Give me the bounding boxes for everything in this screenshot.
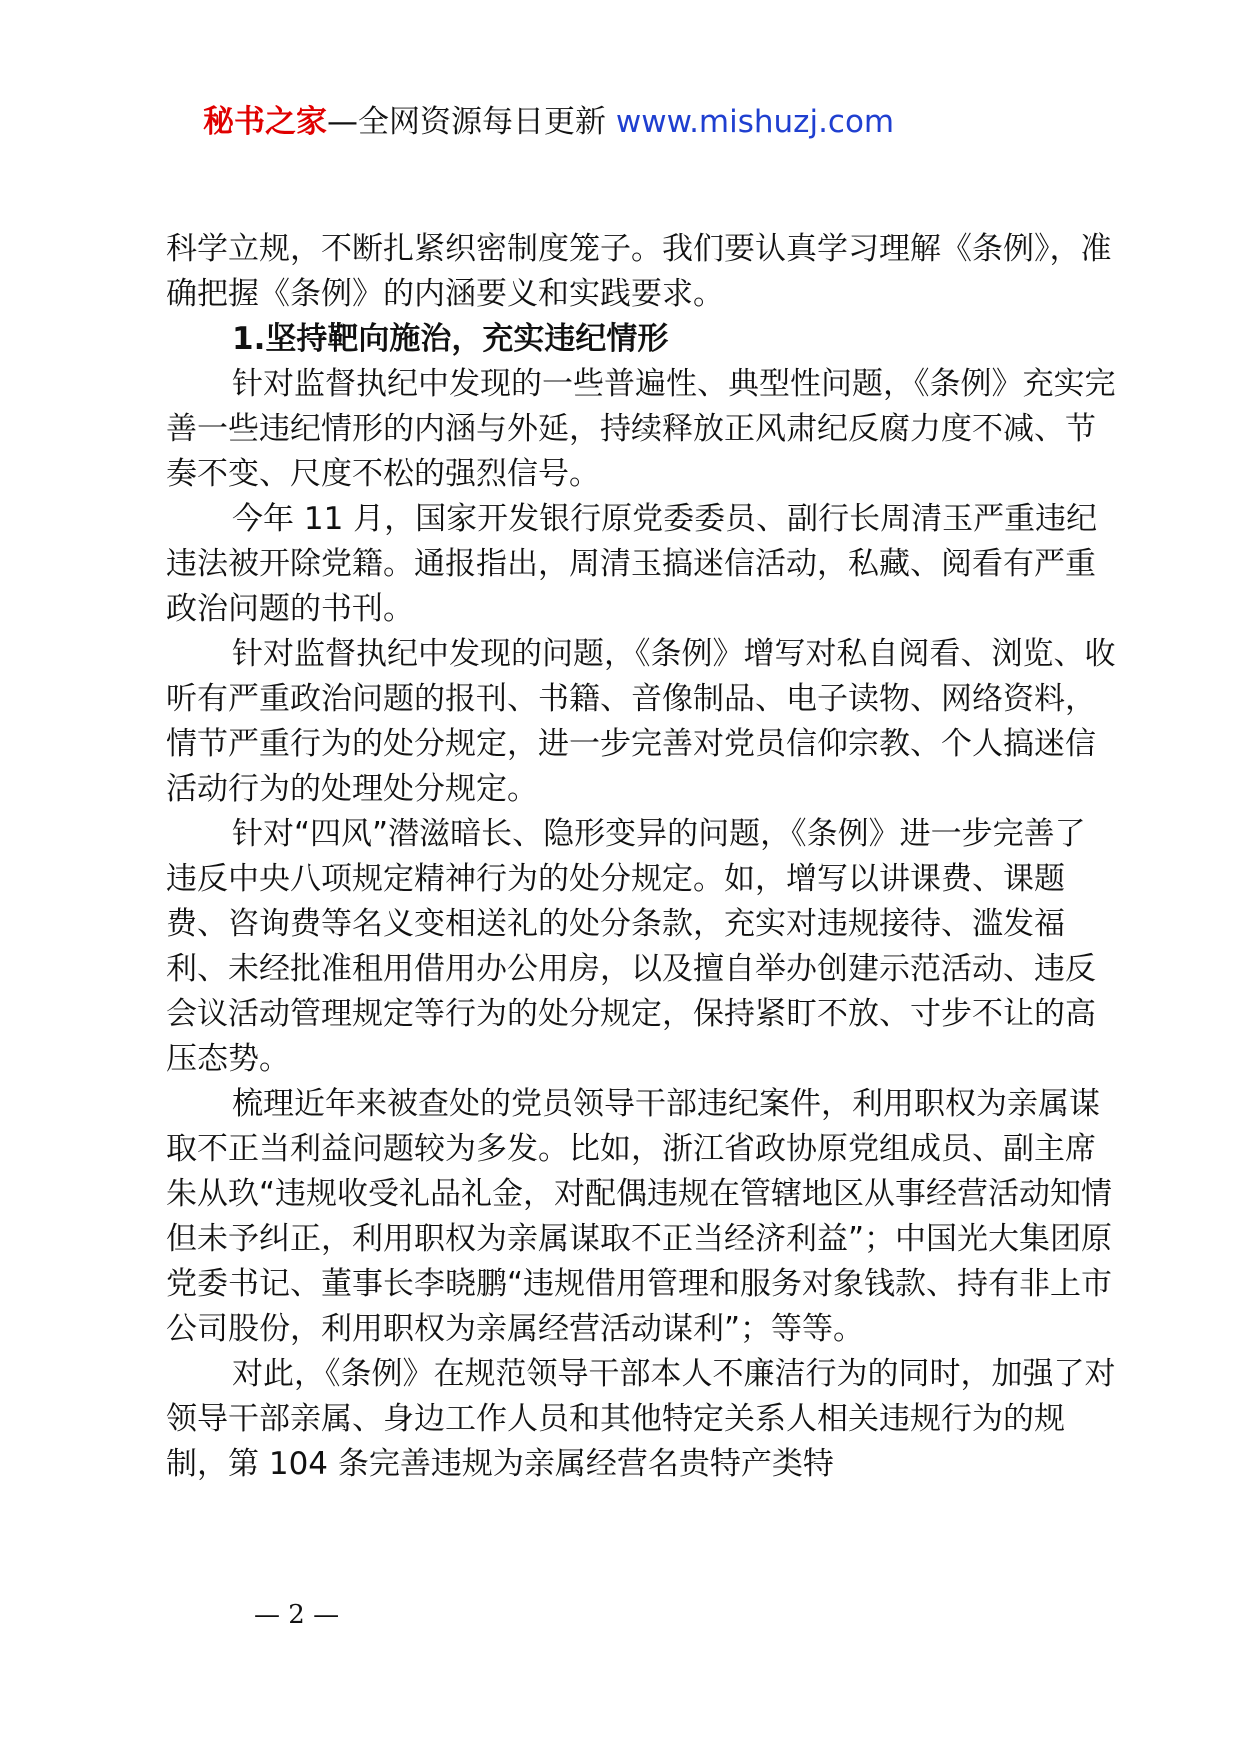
paragraph: 针对“四风”潜滋暗长、隐形变异的问题，《条例》进一步完善了违反中央八项规定精神行为的处分规定。如，增写以讲课费、课题费、咨询费等名义变相送礼的处分条款，充实对违规接待、滥发福利、未经批准租用借用办公用房，以及擅自举办创建示范活动、违反会议活动管理规定等行为的处分规定，保持紧盯不放、寸步不让的高压态势。 [166, 816, 1096, 1077]
section-heading: 1.坚持靶向施治，充实违纪情形 [232, 321, 669, 357]
site-banner [203, 100, 894, 144]
banner-tagline: —全网资源每日更新 [327, 104, 606, 140]
paragraph: 针对监督执纪中发现的一些普遍性、典型性问题，《条例》充实完善一些违纪情形的内涵与外延，持续释放正风肃纪反腐力度不减、节奏不变、尺度不松的强烈信号。 [166, 366, 1116, 492]
paragraph-intro: 科学立规，不断扎紧织密制度笼子。我们要认真学习理解《条例》，准确把握《条例》的内涵要义和实践要求。 [166, 231, 1112, 312]
paragraph: 针对监督执纪中发现的问题，《条例》增写对私自阅看、浏览、收听有严重政治问题的报刊、书籍、音像制品、电子读物、网络资料，情节严重行为的处分规定，进一步完善对党员信仰宗教、个人搞迷信活动行为的处理处分规定。 [166, 636, 1116, 807]
paragraph: 对此，《条例》在规范领导干部本人不廉洁行为的同时，加强了对领导干部亲属、身边工作人员和其他特定关系人相关违规行为的规制，第 104 条完善违规为亲属经营名贵特产类特 [166, 1356, 1116, 1482]
page-number: — 2 — [254, 1600, 340, 1630]
paragraph: 今年 11 月，国家开发银行原党委委员、副行长周清玉严重违纪违法被开除党籍。通报指出，周清玉搞迷信活动，私藏、阅看有严重政治问题的书刊。 [166, 501, 1098, 627]
paragraph: 梳理近年来被查处的党员领导干部违纪案件，利用职权为亲属谋取不正当利益问题较为多发。比如，浙江省政协原党组成员、副主席朱从玖“违规收受礼品礼金，对配偶违规在管辖地区从事经营活动知情但未予纠正，利用职权为亲属谋取不正当经济利益”；中国光大集团原党委书记、董事长李晓鹏“违规借用管理和服务对象钱款、持有非上市公司股份，利用职权为亲属经营活动谋利”；等等。 [166, 1086, 1113, 1347]
document-body [166, 227, 1116, 1487]
brand-name: 秘书之家 [203, 104, 327, 140]
site-url-link[interactable]: www.mishuzj.com [615, 104, 895, 140]
